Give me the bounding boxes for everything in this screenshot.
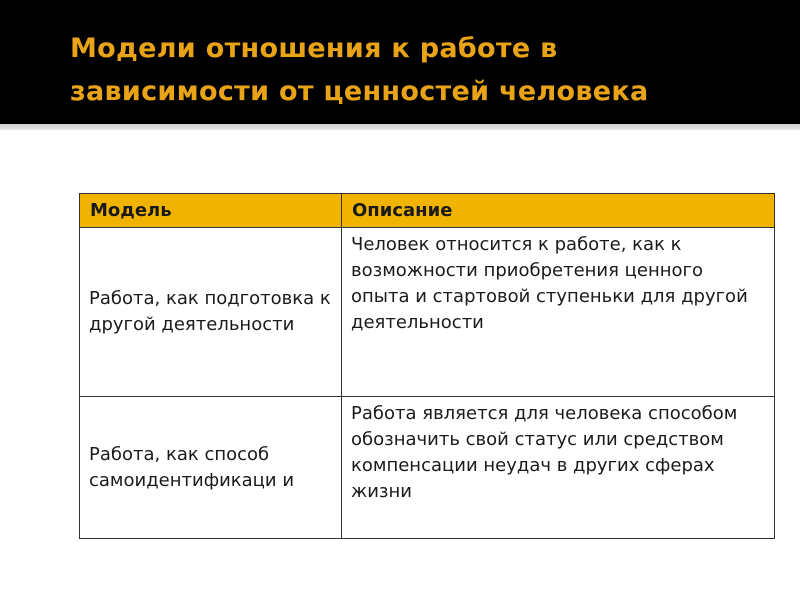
table-row	[80, 397, 775, 539]
column-header-description: Описание	[342, 194, 775, 228]
description-cell: Человек относится к работе, как к возможности приобретения ценного опыта и стартовой ступеньки для другой деятельности	[342, 228, 775, 397]
title-divider	[0, 124, 800, 130]
models-table-container	[79, 193, 752, 539]
column-header-model: Модель	[80, 194, 342, 228]
models-table	[79, 193, 775, 539]
table-header-row	[80, 194, 775, 228]
model-cell: Работа, как подготовка к другой деятельности	[80, 228, 342, 397]
description-cell: Работа является для человека способом обозначить свой статус или средством компенсации неудач в других сферах жизни	[342, 397, 775, 539]
slide-title: Модели отношения к работе в зависимости от ценностей человека	[70, 33, 649, 107]
model-cell: Работа, как способ самоидентификаци и	[80, 397, 342, 539]
title-bar	[0, 0, 800, 124]
table-row	[80, 228, 775, 397]
